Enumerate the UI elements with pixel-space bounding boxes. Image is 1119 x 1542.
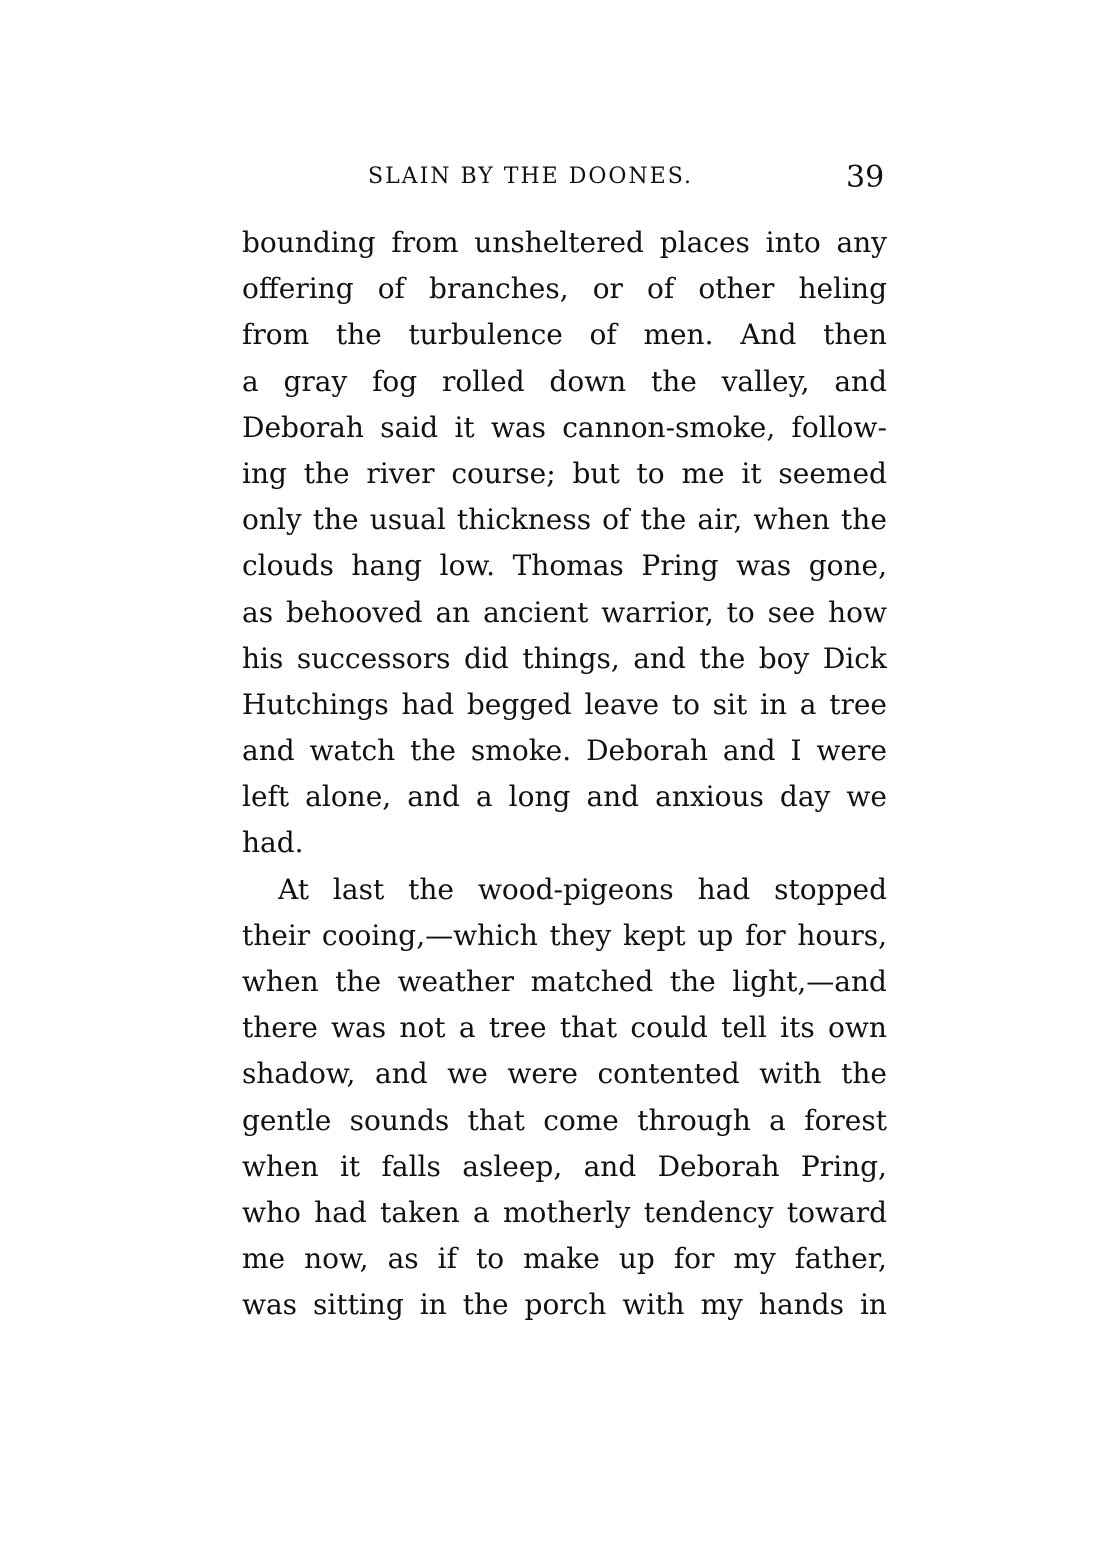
- text-line: offering of branches, or of other heling: [242, 272, 887, 306]
- text-line: ing the river course; but to me it seemed: [242, 456, 887, 490]
- running-head-title: SLAIN BY THE DOONES.: [368, 164, 694, 189]
- text-line: only the usual thickness of the air, when the: [242, 503, 887, 537]
- text-line: as behooved an ancient warrior, to see how: [242, 595, 887, 629]
- text-line: there was not a tree that could tell its own: [242, 1011, 887, 1045]
- text-line: from the turbulence of men. And then: [242, 318, 887, 352]
- text-line: clouds hang low. Thomas Pring was gone,: [242, 549, 887, 583]
- text-line: Hutchings had begged leave to sit in a tree: [242, 687, 887, 721]
- page-number: 39: [846, 160, 885, 195]
- text-line: gentle sounds that come through a forest: [242, 1103, 887, 1137]
- text-line: and watch the smoke. Deborah and I were: [242, 734, 887, 768]
- text-line: his successors did things, and the boy Dick: [242, 641, 887, 675]
- text-line: left alone, and a long and anxious day we: [242, 780, 887, 814]
- text-line: Deborah said it was cannon-smoke, follow-: [242, 410, 887, 444]
- text-line: At last the wood-pigeons had stopped: [278, 872, 887, 906]
- text-line: me now, as if to make up for my father,: [242, 1242, 887, 1276]
- text-line: had.: [242, 826, 304, 860]
- text-line: when it falls asleep, and Deborah Pring,: [242, 1149, 887, 1183]
- text-line: their cooing,—which they kept up for hours,: [242, 918, 887, 952]
- text-line: a gray fog rolled down the valley, and: [242, 364, 887, 398]
- text-line: who had taken a motherly tendency toward: [242, 1195, 887, 1229]
- body-text: [242, 220, 887, 1329]
- text-line: bounding from unsheltered places into any: [242, 226, 887, 259]
- text-line: shadow, and we were contented with the: [242, 1057, 887, 1091]
- text-line: when the weather matched the light,—and: [242, 965, 887, 998]
- text-line: was sitting in the porch with my hands in: [242, 1288, 887, 1322]
